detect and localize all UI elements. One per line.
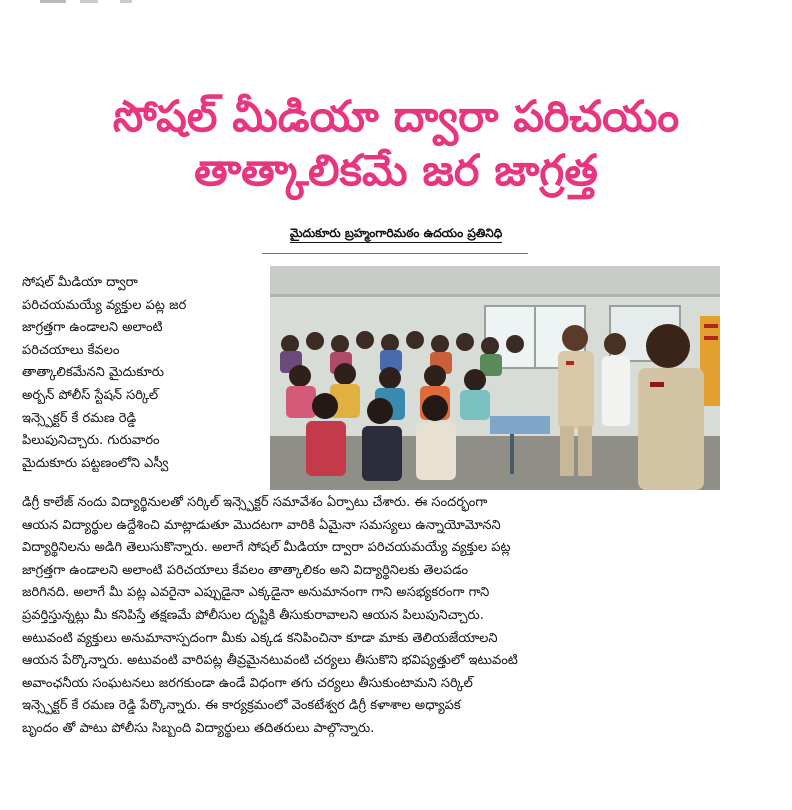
left-column-line: అర్బన్ పోలీస్ స్టేషన్ సర్కిల్ [22,387,159,403]
classroom-photo-illustration [270,266,720,490]
clipped-text-fragment [40,0,160,4]
body-line: ఇన్స్పెక్టర్ కే రమణ రెడ్డి పేర్కొన్నారు. ఈ కార్యక్రమంలో వెంకటేశ్వర డిగ్రీ కళాశాల అధ్యాపక [22,698,461,714]
left-column-line: ఇన్స్పెక్టర్ కే రమణ రెడ్డి [22,410,137,426]
left-column-line: జాగ్రత్తగా ఉండాలని అలాంటి [22,320,163,336]
body-line: డిగ్రీ కాలేజ్ నందు విద్యార్థినులతో సర్కిల్ ఇన్స్పెక్టర్ సమావేశం ఏర్పాటు చేశారు. ఈ సందర్భంగా [22,495,488,510]
headline-line-1: సోషల్ మీడియా ద్వారా పరిచయం [112,92,680,142]
body-line: జరిగినది. అలాగే మీ పట్ల ఎవరైనా ఎప్పుడైనా ఎక్కడైనా అనుమానంగా గాని అసభ్యకరంగా గాని [22,585,490,601]
body-line: విద్యార్థినిలను అడిగి తెలుసుకొన్నారు. అలాగే సోషల్ మీడియా ద్వారా పరిచయమయ్యే వ్యక్తుల పట్ల [22,540,511,556]
body-line: ఆయన విద్యార్థుల ఉద్దేశించి మాట్లాడుతూ మొదటగా వారికి ఏమైనా సమస్యలు ఉన్నాయోమోనని [22,517,501,533]
body-text [22,492,742,741]
byline [0,226,792,243]
left-column-line: మైదుకూరు పట్టణంలోని ఎస్వీ [22,455,169,471]
body-line: ప్రవర్తిస్తున్నట్లు మీ కనిపిస్తే తక్షణమే పోలీసుల దృష్టికి తీసుకురావాలని ఆయన పిలుపునిచ్చారు. [22,607,484,623]
body-line: బృందం తో పాటు పోలీసు సిబ్బంది విద్యార్థులు తదితరులు పాల్గొన్నారు. [22,720,375,736]
left-column-text [22,272,258,475]
left-column-line: సోషల్ మీడియా ద్వారా [22,275,138,290]
left-column-line: తాత్కాలికమేనని మైదుకూరు [22,365,164,381]
news-photo [270,266,720,490]
byline-text: మైదుకూరు బ్రహ్మంగారిమఠం ఉదయం ప్రతినిధి [290,226,502,243]
left-column-line: పరిచయాలు కేవలం [22,342,120,358]
left-column-line: పరిచయమయ్యే వ్యక్తుల పట్ల జర [22,297,187,313]
left-column-line: పిలుపునిచ్చారు. గురువారం [22,433,160,449]
body-line: అటువంటి వ్యక్తులు అనుమానాస్పదంగా మీకు ఎక్కడ కనిపించినా కూడా మాకు తెలియజేయాలని [22,630,498,646]
headline-line-2: తాత్కాలికమే జర జాగ్రత్త [194,146,598,196]
byline-rule [262,253,528,254]
body-line: జాగ్రత్తగా ఉండాలని అలాంటి పరిచయాలు కేవలం తాత్కాలికం అని విద్యార్థినిలకు తెలపడం [22,562,469,578]
body-line: అవాంఛనీయ సంఘటనలు జరగకుండా ఉండే విధంగా తగు చర్యలు తీసుకుంటామని సర్కిల్ [22,675,473,691]
body-line: ఆయన పేర్కొన్నారు. అటువంటి వారిపట్ల తీవ్రమైనటువంటి చర్యలు తీసుకొని భవిష్యత్తులో ఇటువంటి [22,653,518,669]
